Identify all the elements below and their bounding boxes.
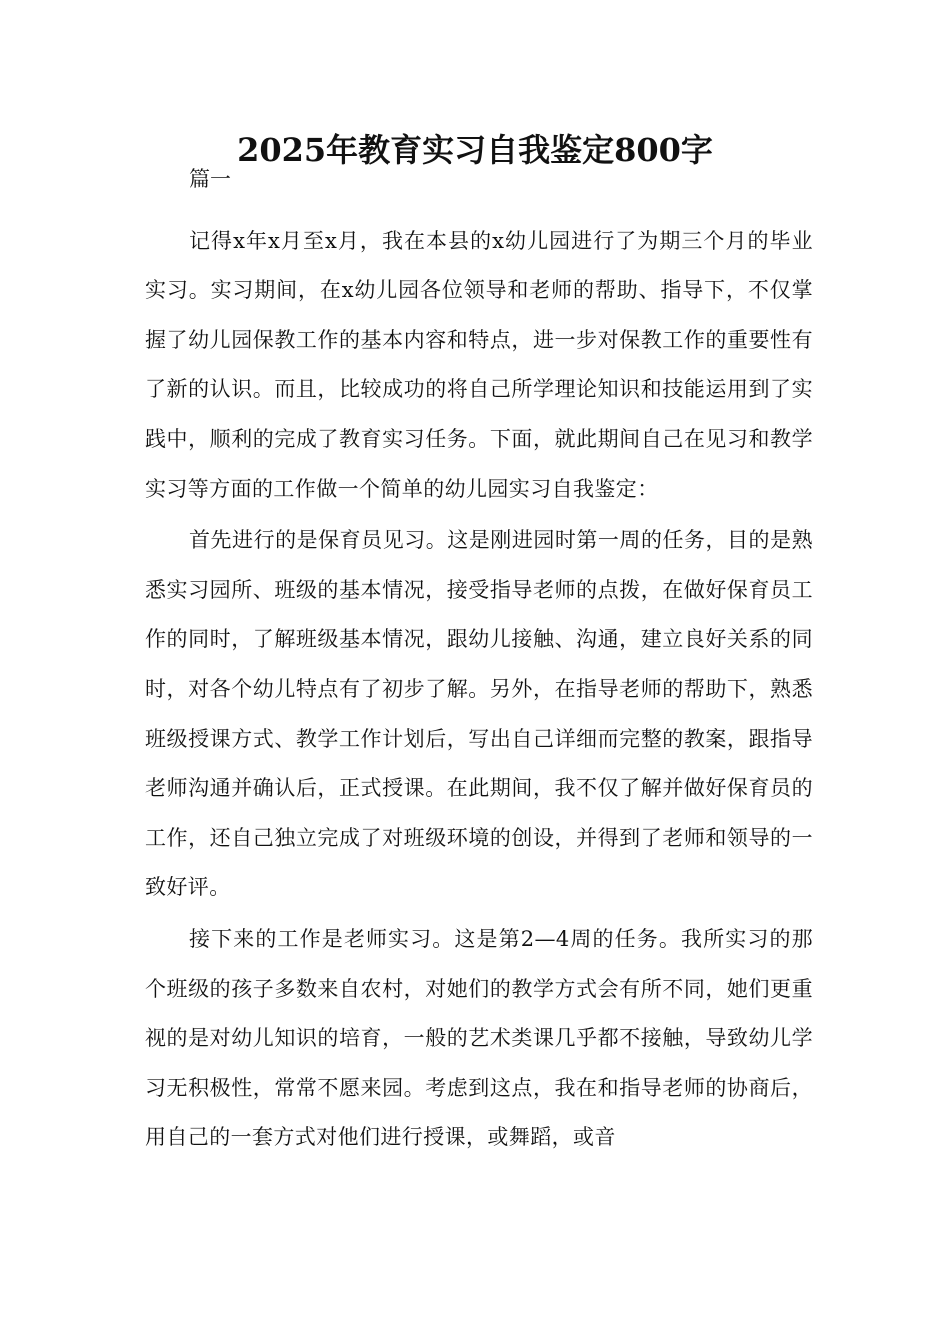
paragraph-3: 接下来的工作是老师实习。这是第2—4周的任务。我所实习的那个班级的孩子多数来自农村，对她们的教学方式会有所不同，她们更重视的是对幼儿知识的培育，一般的艺术类课几乎都不接触，导致幼儿学习无积极性，常常不愿来园。考虑到这点，我在和指导老师的协商后，用自己的一套方式对他们进行授课，或舞蹈，或音 [145, 926, 813, 1150]
document-body [145, 155, 813, 1163]
section-label: 篇一 [189, 167, 231, 191]
paragraph-1: 记得x年x月至x月，我在本县的x幼儿园进行了为期三个月的毕业实习。实习期间，在x幼儿园各位领导和老师的帮助、指导下，不仅掌握了幼儿园保教工作的基本内容和特点，进一步对保教工作的重要性有了新的认识。而且，比较成功的将自己所学理论知识和技能运用到了实践中，顺利的完成了教育实习任务。下面，就此期间自己在见习和教学实习等方面的工作做一个简单的幼儿园实习自我鉴定： [145, 228, 813, 501]
paragraph-2: 首先进行的是保育员见习。这是刚进园时第一周的任务，目的是熟悉实习园所、班级的基本情况，接受指导老师的点拨，在做好保育员工作的同时，了解班级基本情况，跟幼儿接触、沟通，建立良好关系的同时，对各个幼儿特点有了初步了解。另外，在指导老师的帮助下，熟悉班级授课方式、教学工作计划后，写出自己详细而完整的教案，跟指导老师沟通并确认后，正式授课。在此期间，我不仅了解并做好保育员的工作，还自己独立完成了对班级环境的创设，并得到了老师和领导的一致好评。 [145, 528, 813, 900]
document-title: 2025年教育实习自我鉴定800字 [237, 131, 713, 169]
